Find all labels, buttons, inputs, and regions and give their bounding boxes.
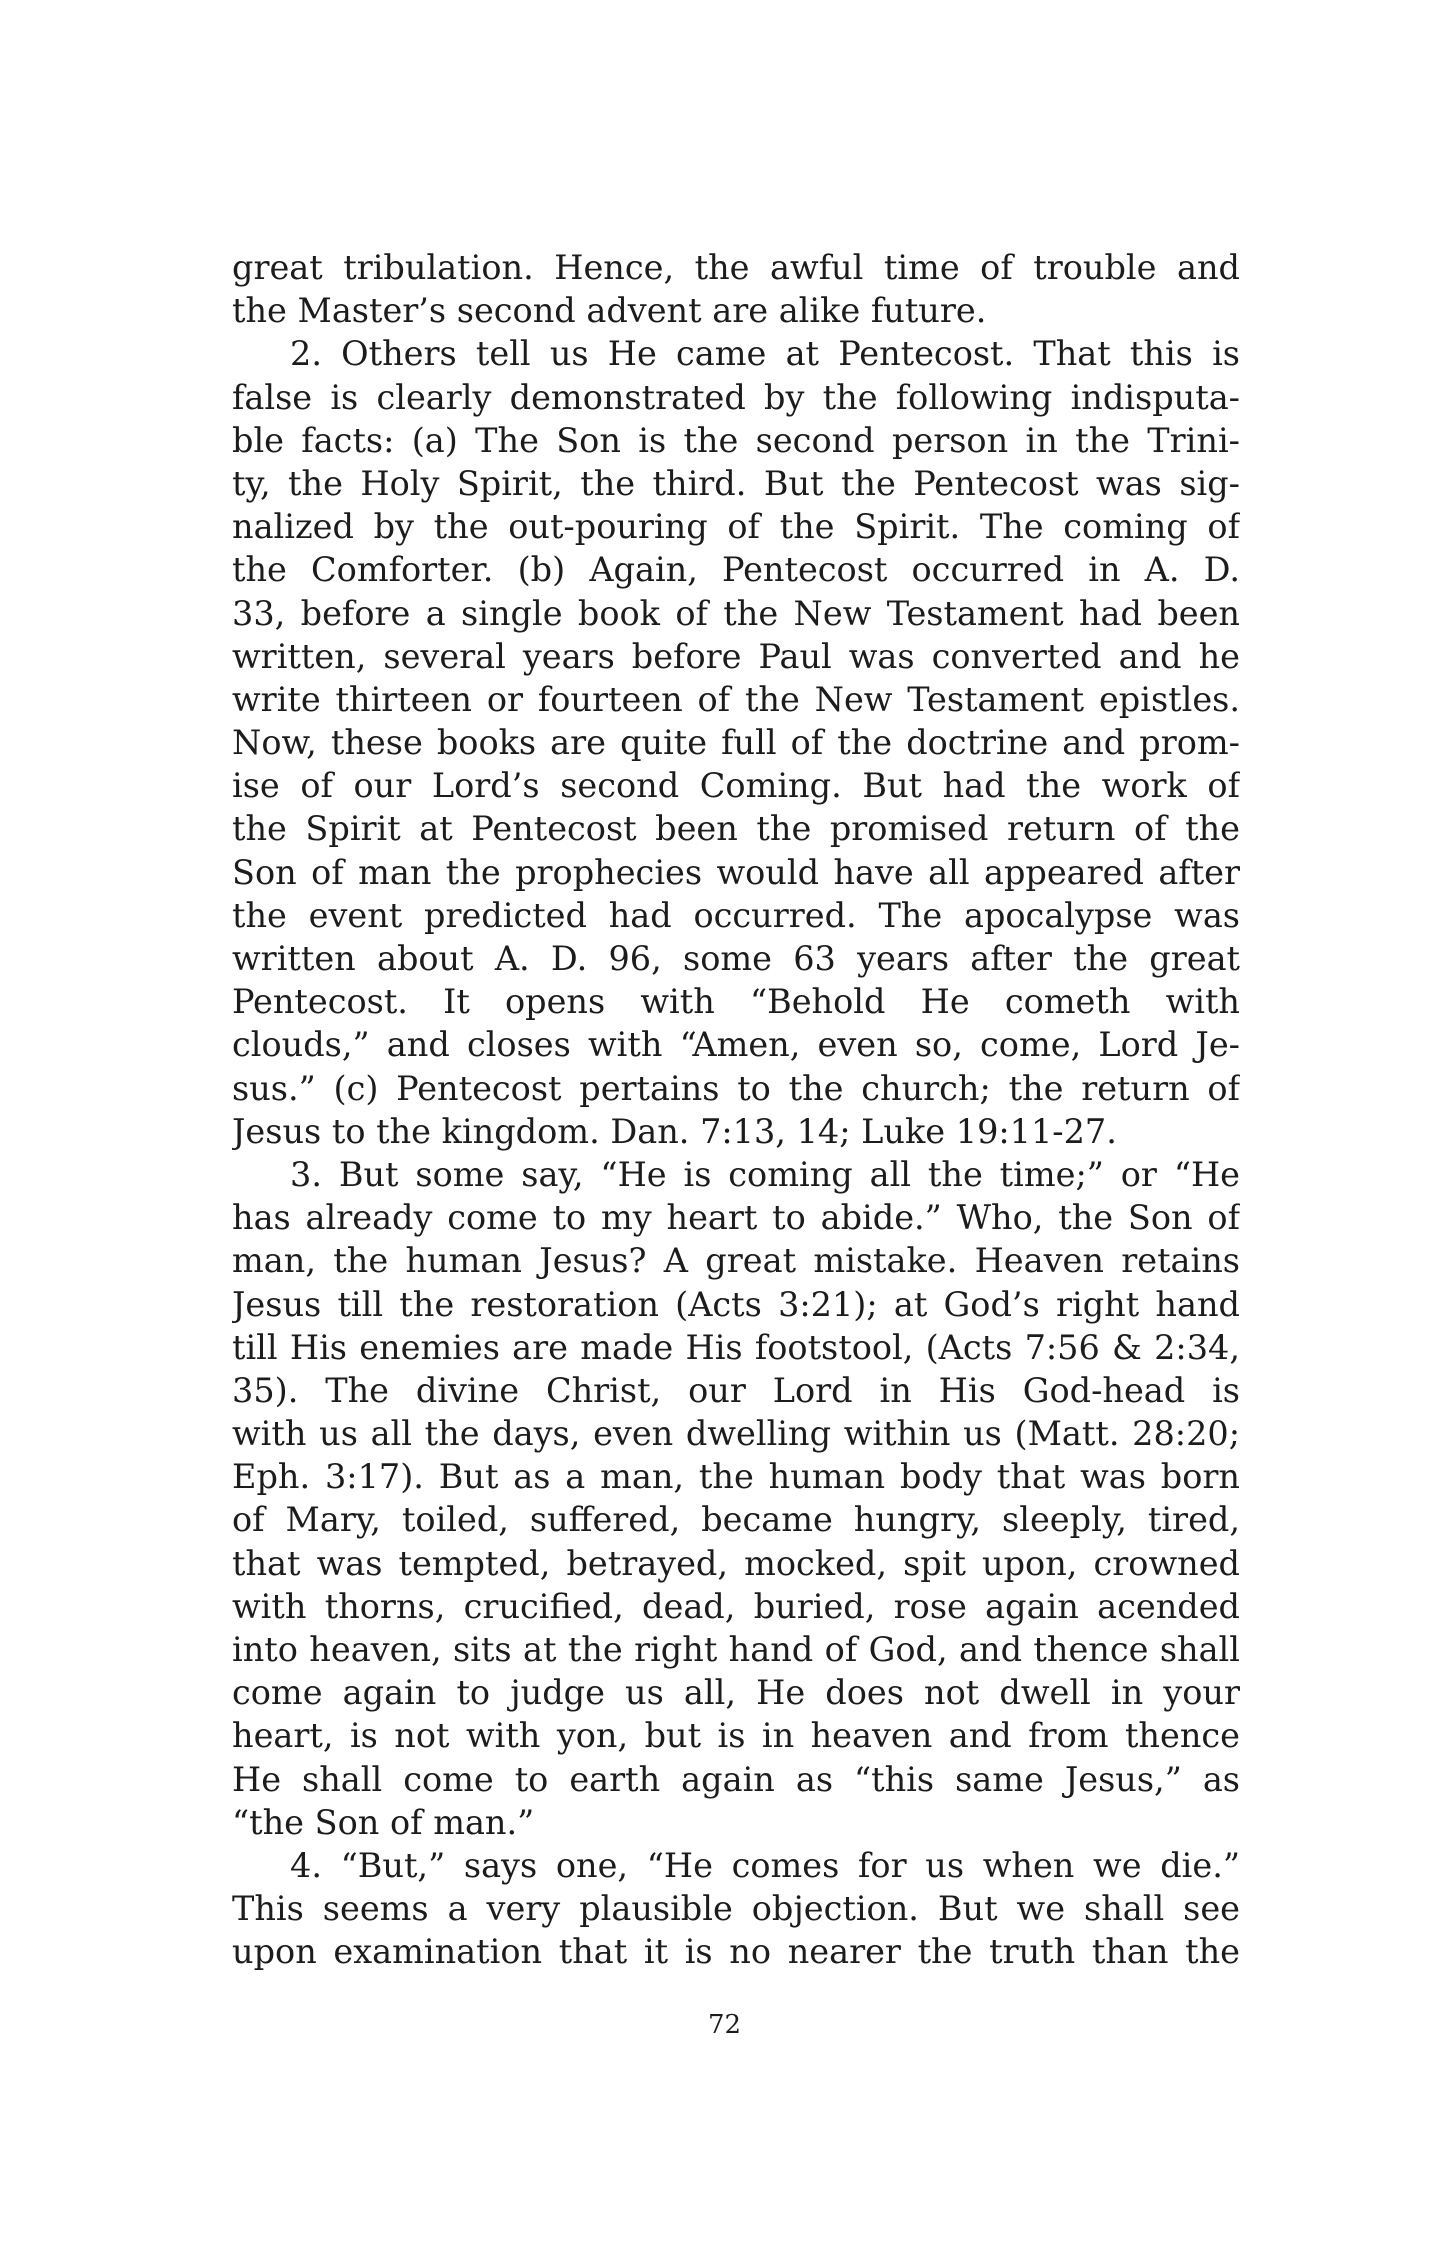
text-line: the Master’s second advent are alike future. bbox=[232, 291, 987, 331]
text-line: the Comforter. (b) Again, Pentecost occurred in A. D. bbox=[232, 550, 1240, 590]
text-line: of Mary, toiled, suffered, became hungry, sleeply, tired, bbox=[232, 1500, 1240, 1540]
text-line: with thorns, crucified, dead, buried, rose again acended bbox=[232, 1586, 1240, 1626]
text-line: with us all the days, even dwelling within us (Matt. 28:20; bbox=[232, 1414, 1240, 1454]
text-line: Jesus to the kingdom. Dan. 7:13, 14; Luke 19:11-27. bbox=[232, 1111, 1117, 1151]
body-text bbox=[232, 246, 1240, 1974]
text-line: Eph. 3:17). But as a man, the human body that was born bbox=[232, 1457, 1240, 1497]
text-line: write thirteen or fourteen of the New Testament epistles. bbox=[232, 679, 1240, 719]
text-line: 35). The divine Christ, our Lord in His God-head is bbox=[232, 1370, 1240, 1410]
text-line: the Spirit at Pentecost been the promised return of the bbox=[232, 809, 1240, 849]
text-line: clouds,” and closes with “Amen, even so, come, Lord Je- bbox=[232, 1025, 1240, 1065]
text-line: sus.” (c) Pentecost pertains to the church; the return of bbox=[232, 1068, 1240, 1108]
text-line: come again to judge us all, He does not dwell in your bbox=[232, 1673, 1240, 1713]
text-line: ise of our Lord’s second Coming. But had the work of bbox=[232, 766, 1240, 806]
page-number: 72 bbox=[707, 2010, 742, 2040]
text-line: that was tempted, betrayed, mocked, spit upon, crowned bbox=[232, 1543, 1240, 1583]
text-line: heart, is not with yon, but is in heaven and from thence bbox=[232, 1716, 1240, 1756]
text-line: false is clearly demonstrated by the following indisputa- bbox=[232, 377, 1240, 417]
text-line: 2. Others tell us He came at Pentecost. That this is bbox=[290, 334, 1240, 374]
text-line: ty, the Holy Spirit, the third. But the Pentecost was sig- bbox=[232, 463, 1240, 503]
text-line: nalized by the out-pouring of the Spirit. The coming of bbox=[232, 507, 1240, 547]
text-line: great tribulation. Hence, the awful time of trouble and bbox=[232, 248, 1240, 287]
text-line: 33, before a single book of the New Testament had been bbox=[232, 593, 1240, 633]
text-line: has already come to my heart to abide.” Who, the Son of bbox=[232, 1198, 1240, 1238]
text-line: written about A. D. 96, some 63 years after the great bbox=[232, 939, 1240, 978]
text-line: man, the human Jesus? A great mistake. Heaven retains bbox=[232, 1241, 1240, 1281]
text-line: Now, these books are quite full of the doctrine and prom- bbox=[232, 723, 1240, 763]
text-line: Jesus till the restoration (Acts 3:21); at God’s right hand bbox=[232, 1284, 1240, 1324]
text-line: Pentecost. It opens with “Behold He cometh with bbox=[232, 982, 1240, 1022]
text-line: This seems a very plausible objection. But we shall see bbox=[232, 1889, 1240, 1929]
text-line: the event predicted had occurred. The apocalypse was bbox=[232, 895, 1240, 935]
text-line: upon examination that it is no nearer the truth than the bbox=[232, 1932, 1240, 1972]
text-line: “the Son of man.” bbox=[232, 1802, 535, 1842]
text-line: into heaven, sits at the right hand of God, and thence shall bbox=[232, 1630, 1240, 1669]
text-line: 3. But some say, “He is coming all the time;” or “He bbox=[290, 1154, 1240, 1194]
text-line: 4. “But,” says one, “He comes for us when we die.” bbox=[290, 1845, 1240, 1885]
text-line: till His enemies are made His footstool, (Acts 7:56 & 2:34, bbox=[232, 1327, 1240, 1367]
text-line: written, several years before Paul was converted and he bbox=[232, 636, 1240, 676]
text-line: Son of man the prophecies would have all appeared after bbox=[232, 852, 1240, 892]
text-line: ble facts: (a) The Son is the second person in the Trini- bbox=[232, 420, 1240, 460]
text-line: He shall come to earth again as “this same Jesus,” as bbox=[232, 1759, 1240, 1799]
